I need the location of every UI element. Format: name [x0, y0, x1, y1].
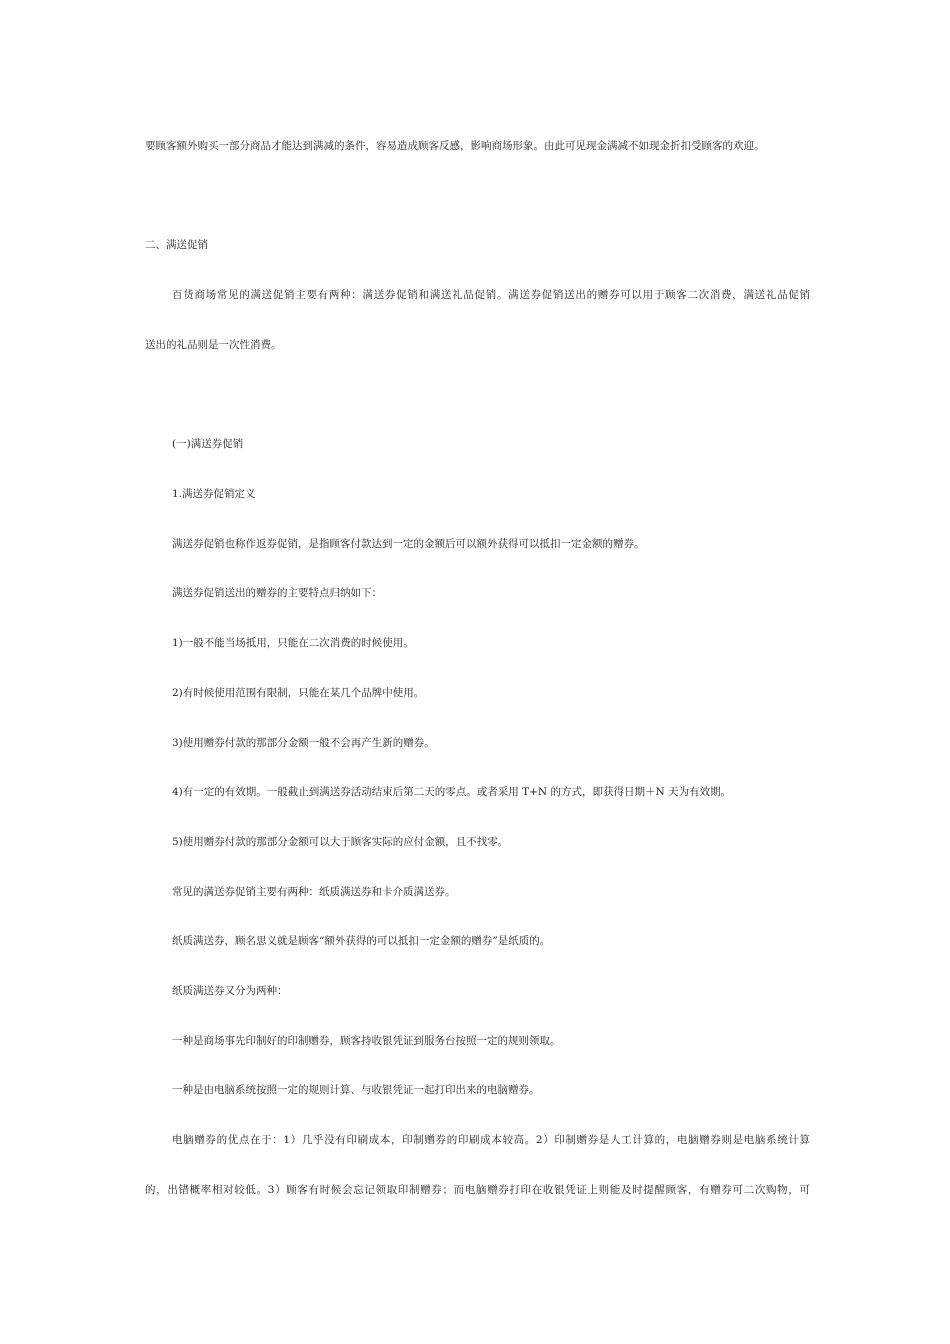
paper-voucher-kinds-intro: 纸质满送券又分为两种： [172, 985, 288, 997]
feature-item-4: 4)有一定的有效期。一般截止到满送券活动结束后第二天的零点。或者采用 T+N 的方式，即获得日期＋N 天为有效期。 [172, 786, 731, 798]
feature-item-5: 5)使用赠券付款的那部分金额可以大于顾客实际的应付金额，且不找零。 [172, 836, 509, 848]
features-intro: 满送券促销送出的赠券的主要特点归纳如下： [172, 587, 382, 599]
paper-voucher-definition: 纸质满送券，顾名思义就是顾客“额外获得的可以抵扣一定金额的赠券”是纸质的。 [172, 935, 551, 947]
computer-voucher-advantages-line-2: 的，出错概率相对较低。3）顾客有时候会忘记领取印制赠券；而电脑赠券打印在收银凭证上则能及时提醒顾客，有赠券可二次购物，可 [145, 1184, 810, 1196]
feature-item-3: 3)使用赠券付款的那部分金额一般不会再产生新的赠券。 [172, 737, 435, 749]
feature-item-1: 1)一般不能当场抵用，只能在二次消费的时候使用。 [172, 637, 414, 649]
computer-voucher-advantages-line-1: 电脑赠券的优点在于：1）几乎没有印刷成本，印制赠券的印刷成本较高。2）印制赠券是人工计算的，电脑赠券则是电脑系统计算 [172, 1134, 810, 1146]
feature-item-2: 2)有时候使用范围有限制，只能在某几个品牌中使用。 [172, 687, 425, 699]
voucher-types-paragraph: 常见的满送券促销主要有两种：纸质满送券和卡介质满送券。 [172, 886, 456, 898]
paper-voucher-kind-printed: 一种是商场事先印制好的印制赠券，顾客持收银凭证到服务台按照一定的规则领取。 [172, 1035, 561, 1047]
paragraph-intro-line-2: 送出的礼品则是一次性消费。 [145, 339, 282, 351]
paragraph-intro-line-1: 百货商场常见的满送促销主要有两种：满送券促销和满送礼品促销。满送券促销送出的赠券可以用于顾客二次消费，满送礼品促销 [172, 289, 810, 301]
subsection-heading-definition: 1.满送券促销定义 [172, 488, 256, 500]
definition-paragraph: 满送券促销也称作返券促销，是指顾客付款达到一定的金额后可以额外获得可以抵扣一定金额的赠券。 [172, 538, 645, 550]
section-heading-man-song: 二、满送促销 [145, 239, 208, 251]
paragraph-continuation: 要顾客额外购买一部分商品才能达到满减的条件，容易造成顾客反感，影响商场形象。由此可见现金满减不如现金折扣受顾客的欢迎。 [145, 140, 765, 152]
subsection-heading-voucher: (一)满送券促销 [172, 438, 244, 450]
paper-voucher-kind-computer: 一种是由电脑系统按照一定的规则计算、与收银凭证一起打印出来的电脑赠券。 [172, 1084, 540, 1096]
